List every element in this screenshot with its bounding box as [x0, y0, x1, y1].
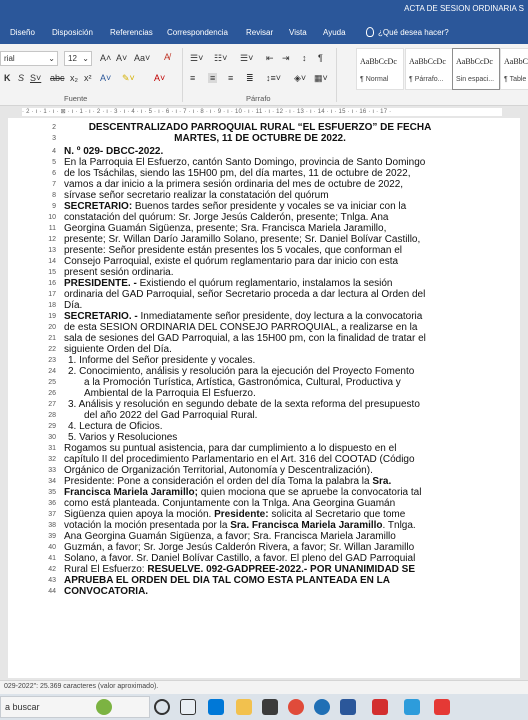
list-item: 1. Informe del Señor presidente y vocales. — [68, 355, 256, 366]
group-divider — [182, 48, 183, 102]
font-size-value: 12 — [68, 54, 77, 63]
document-line: 32 capítulo II del procedimiento Parlamentario en el Art. 316 del COOTAD (Código — [8, 454, 520, 465]
pilcrow-icon[interactable]: ¶ — [318, 53, 323, 63]
title-bar — [0, 0, 528, 20]
subscript-icon[interactable]: x₂ — [70, 73, 78, 83]
store-icon[interactable] — [262, 699, 278, 715]
line-text: quien mociona que se apruebe la convocatoria tal — [197, 487, 422, 498]
document-line: 42 Rural El Esfuerzo: RESUELVE. 092-GADPREE-2022.- POR UNANIMIDAD SE — [48, 564, 416, 575]
search-text: a buscar — [5, 702, 40, 712]
line-text: ordinaria del GAD Parroquial, señor Secretario proceda a dar lectura al Orden del — [64, 289, 426, 300]
style-table[interactable] — [500, 48, 528, 90]
document-line: 11 Georgina Guamán Sigüenza, presente; Sra. Francisca Mariela Jaramillo, — [8, 223, 520, 234]
style-sample: AaBbCcDc — [456, 57, 493, 66]
line-text: Día. — [64, 300, 83, 311]
line-text: . Tnlga. — [382, 520, 416, 531]
increase-indent-icon[interactable]: ⇥ — [282, 53, 290, 63]
bamboo-image-icon — [96, 699, 112, 715]
tab-view[interactable]: Vista — [289, 28, 307, 37]
document-line: 19 SECRETARIO. - Inmediatamente señor presidente, doy lectura a la convocatoria — [48, 311, 423, 322]
line-text: siguiente Orden del Día. — [64, 344, 172, 355]
style-name: Sin espaci... — [456, 76, 495, 83]
line-text: sírvase señor secretario realizar la constatación del quórum — [64, 190, 329, 201]
pdf-icon[interactable] — [372, 699, 388, 715]
tell-me-box[interactable] — [366, 27, 449, 37]
document-line: 6 de los Tsáchilas, siendo las 15H00 pm, del día martes, 11 de octubre de 2022, — [8, 168, 520, 179]
bold-text: RESUELVE. 092-GADPREE-2022.- POR UNANIMIDAD SE — [147, 564, 416, 575]
photos-icon[interactable] — [404, 699, 420, 715]
line-text: Consejo Parroquial, existe el quórum reglamentario para dar inicio con esta — [64, 256, 399, 267]
chevron-down-icon: ⌄ — [82, 54, 89, 63]
justify-icon[interactable]: ≣ — [246, 73, 254, 83]
tab-layout[interactable]: Disposición — [52, 28, 93, 37]
document-title: ACTA DE SESION ORDINARIA S — [404, 4, 524, 13]
font-name-value: rial — [4, 54, 15, 63]
document-line: 25 a la Promoción Turística, Artística, Gastronómica, Cultural, Productiva y — [8, 377, 520, 388]
document-line: 18 Día. — [8, 300, 520, 311]
bold-icon[interactable]: K — [4, 73, 11, 83]
document-line: 41 Solano, a favor. Sr. Daniel Bolívar Castillo, a favor. El pleno del GAD Parroquial — [8, 553, 520, 564]
document-line: 36 como está planteada. Conjuntamente con la Tnlga. Ana Georgina Guamán — [8, 498, 520, 509]
style-sample: AaBbCcDc — [360, 57, 397, 66]
highlight-icon[interactable]: ✎˅ — [122, 73, 135, 83]
multilevel-icon[interactable]: ☰˅ — [240, 53, 254, 63]
style-no-spacing[interactable] — [452, 48, 500, 90]
shading-icon[interactable]: ◈˅ — [294, 73, 307, 83]
line-text: sala de sesiones del GAD Parroquial, a las 15H00 pm, con la finalidad de tratar el — [64, 333, 426, 344]
acrobat-icon[interactable] — [434, 699, 450, 715]
line-text: vamos a dar inicio a la primera sesión ordinaria del mes de octubre de 2022, — [64, 179, 404, 190]
decrease-indent-icon[interactable]: ⇤ — [266, 53, 274, 63]
document-line: 40 Guzmán, a favor; Sr. Jorge Jesús Calderón Rivera, a favor; Sr. Willan Jaramillo — [8, 542, 520, 553]
document-line: 3 MARTES, 11 DE OCTUBRE DE 2022. — [8, 133, 520, 144]
document-line: 7 vamos a dar inicio a la primera sesión ordinaria del mes de octubre de 2022, — [8, 179, 520, 190]
speaker-label: Presidente: — [214, 509, 269, 520]
lightbulb-icon — [366, 27, 374, 37]
line-text: Sigüenza quien apoya la moción. — [64, 509, 215, 520]
line-text: como está planteada. Conjuntamente con la Tnlga. Ana Georgina Guamán — [64, 498, 396, 509]
document-line: 39 Ana Georgina Guamán Sigüenza, a favor; Sra. Francisca Mariela Jaramillo — [8, 531, 520, 542]
taskbar-search[interactable] — [0, 696, 150, 718]
document-line: 38 votación la moción presentada por la Sra. Francisca Mariela Jaramillo. Tnlga. — [48, 520, 416, 531]
list-item: 5. Varios y Resoluciones — [68, 432, 178, 443]
shrink-font-icon[interactable]: A˅ — [116, 53, 128, 63]
document-line: 33 Orgánico de Organización Territorial, Autonomía y Descentralización). — [8, 465, 520, 476]
line-text: Inmediatamente señor presidente, doy lectura a la convocatoria — [137, 311, 423, 322]
bullets-icon[interactable]: ☰˅ — [190, 53, 204, 63]
file-explorer-icon[interactable] — [236, 699, 252, 715]
line-text: constatación del quórum: Sr. Jorge Jesús Calderón, presente; Tnlga. Ana — [64, 212, 389, 223]
line-text: de esta SESIÓN ORDINARIA DEL CONSEJO PARROQUIAL, a realizarse en la — [64, 322, 418, 333]
document-line: 44 CONVOCATORIA. — [8, 586, 520, 597]
style-name: ¶ Normal — [360, 76, 389, 83]
speaker-label: SECRETARIO: — [64, 201, 133, 212]
line-text: Existiendo el quórum reglamentario, instalamos la sesión — [136, 278, 393, 289]
grow-font-icon[interactable]: A˄ — [100, 53, 112, 63]
line-text: Rogamos su puntual asistencia, para dar cumplimiento a lo dispuesto en el — [64, 443, 397, 454]
speaker-label: PRESIDENTE. - — [64, 278, 137, 289]
line-text: solicita al Secretario que tome — [268, 509, 406, 520]
line-text: votación la moción presentada por la — [64, 520, 231, 531]
document-line: 17 ordinaria del GAD Parroquial, señor Secretario proceda a dar lectura al Orden del — [8, 289, 520, 300]
document-line: 13 presente: Señor presidente están presentes los 5 vocales, que conforman el — [8, 245, 520, 256]
document-line: 27 3. Análisis y resolución en segundo debate de la sexta reforma del presupuesto — [8, 399, 520, 410]
line-text: MARTES, 11 DE OCTUBRE DE 2022. — [174, 133, 346, 144]
edge-icon[interactable] — [314, 699, 330, 715]
tab-references[interactable]: Referencias — [110, 28, 153, 37]
line-text: APRUEBA EL ORDEN DEL DÍA TAL COMO ESTA PLANTEADA EN LA — [64, 575, 390, 586]
line-text: Orgánico de Organización Territorial, Autonomía y Descentralización). — [64, 465, 373, 476]
document-line: 24 2. Conocimiento, análisis y resolución para la ejecución del Proyecto Fomento — [8, 366, 520, 377]
align-right-icon[interactable]: ≡ — [228, 73, 234, 83]
document-line: 15 present sesión ordinaria. — [8, 267, 520, 278]
align-center-icon[interactable]: ≡ — [210, 73, 216, 83]
document-line: 20 de esta SESIÓN ORDINARIA DEL CONSEJO PARROQUIAL, a realizarse en la — [8, 322, 520, 333]
style-name: ¶ Párrafo... — [409, 76, 444, 83]
chrome-icon[interactable] — [288, 699, 304, 715]
document-line: 31 Rogamos su puntual asistencia, para dar cumplimiento a lo dispuesto en el — [8, 443, 520, 454]
text-effects-icon[interactable]: A˅ — [100, 73, 112, 83]
list-item: del año 2022 del Gad Parroquial Rural. — [84, 410, 258, 421]
tab-help[interactable]: Ayuda — [323, 28, 346, 37]
font-group-label: Fuente — [64, 94, 88, 103]
document-line: 16 PRESIDENTE. - Existiendo el quórum reglamentario, instalamos la sesión — [48, 278, 393, 289]
borders-icon[interactable]: ▦˅ — [314, 73, 328, 83]
line-text: presente: Señor presidente están presentes los 5 vocales, que conforman el — [64, 245, 402, 256]
list-item: Ambiental de la Parroquia El Esfuerzo. — [84, 388, 256, 399]
bold-text: Francisca Mariela Jaramillo; — [64, 487, 198, 498]
style-sample: AaBbCcDc — [409, 57, 446, 66]
mail-icon[interactable] — [208, 699, 224, 715]
line-spacing-icon[interactable]: ↕≡˅ — [266, 73, 282, 83]
document-line: 5 En la Parroquia El Esfuerzo, cantón Santo Domingo, provincia de Santo Domingo — [8, 157, 520, 168]
font-size-box[interactable] — [64, 51, 92, 66]
line-text: Rural El Esfuerzo: — [64, 564, 148, 575]
ribbon-tabs — [0, 20, 528, 44]
document-page[interactable] — [8, 118, 520, 678]
document-line: 22 siguiente Orden del Día. — [8, 344, 520, 355]
line-text: N. º 029- DBCC-2022. — [64, 146, 164, 157]
group-divider — [336, 48, 337, 102]
document-line: 4 N. º 029- DBCC-2022. — [8, 146, 520, 157]
document-line: 9 SECRETARIO: Buenos tardes señor presidente y vocales se va iniciar con la — [52, 201, 407, 212]
tab-review[interactable]: Revisar — [246, 28, 274, 37]
line-text: Buenos tardes señor presidente y vocales se va iniciar con la — [132, 201, 407, 212]
font-color-icon[interactable]: A˅ — [154, 73, 166, 83]
align-left-icon[interactable]: ≡ — [190, 73, 196, 83]
status-bar — [0, 680, 528, 694]
line-text: presente; Sr. Willan Darío Jaramillo Solano, presente; Sr. Daniel Bolívar Castillo, — [64, 234, 421, 245]
underline-icon[interactable]: S˅ — [30, 73, 42, 83]
superscript-icon[interactable]: x² — [84, 73, 92, 83]
document-line: 2 DESCENTRALIZADO PARROQUIAL RURAL “EL ESFUERZO” DE FECHA — [8, 122, 520, 133]
document-line: 28 del año 2022 del Gad Parroquial Rural. — [8, 410, 520, 421]
list-item: 3. Análisis y resolución en segundo debate de la sexta reforma del presupuesto — [68, 399, 420, 410]
change-case-icon[interactable]: Aa˅ — [134, 53, 151, 63]
style-name: ¶ Table — [504, 76, 527, 83]
style-sample: AaBbC — [504, 57, 528, 66]
document-line: 23 1. Informe del Señor presidente y vocales. — [8, 355, 520, 366]
line-text: de los Tsáchilas, siendo las 15H00 pm, del día martes, 11 de octubre de 2022, — [64, 168, 411, 179]
style-normal[interactable] — [356, 48, 404, 90]
line-text: Presidente: Pone a consideración el orden del día Toma la palabra la — [64, 476, 373, 487]
sort-icon[interactable]: ↕ — [302, 53, 307, 63]
font-name-box[interactable] — [0, 51, 58, 66]
ribbon — [0, 44, 528, 106]
document-line: 34 Presidente: Pone a consideración el orden del día Toma la palabra la Sra. — [48, 476, 392, 487]
line-text: present sesión ordinaria. — [64, 267, 174, 278]
line-text: CONVOCATORIA. — [64, 586, 149, 597]
line-text: capítulo II del procedimiento Parlamentario en el Art. 316 del COOTAD (Código — [64, 454, 415, 465]
line-text: Ana Georgina Guamán Sigüenza, a favor; Sra. Francisca Mariela Jaramillo — [64, 531, 396, 542]
document-line: 8 sírvase señor secretario realizar la constatación del quórum — [8, 190, 520, 201]
bold-text: Sra. Francisca Mariela Jaramillo — [230, 520, 383, 531]
document-line: 14 Consejo Parroquial, existe el quórum reglamentario para dar inicio con esta — [8, 256, 520, 267]
document-line: 35 Francisca Mariela Jaramillo; quien mociona que se apruebe la convocatoria tal — [48, 487, 422, 498]
italic-icon[interactable]: S — [18, 73, 25, 83]
numbering-icon[interactable]: ☷˅ — [214, 53, 228, 63]
line-text: En la Parroquia El Esfuerzo, cantón Santo Domingo, provincia de Santo Domingo — [64, 157, 426, 168]
task-view-icon[interactable] — [180, 699, 196, 715]
document-line: 10 constatación del quórum: Sr. Jorge Jesús Calderón, presente; Tnlga. Ana — [8, 212, 520, 223]
document-line: 29 4. Lectura de Oficios. — [8, 421, 520, 432]
cortana-icon[interactable] — [154, 699, 170, 715]
speaker-label: SECRETARIO. - — [64, 311, 138, 322]
bold-text: Sra. — [372, 476, 392, 487]
chevron-down-icon: ⌄ — [48, 54, 55, 63]
document-line: 12 presente; Sr. Willan Darío Jaramillo Solano, presente; Sr. Daniel Bolívar Castillo, — [8, 234, 520, 245]
line-text: Solano, a favor. Sr. Daniel Bolívar Castillo, a favor. El pleno del GAD Parroquial — [64, 553, 416, 564]
list-item: a la Promoción Turística, Artística, Gastronómica, Cultural, Productiva y — [84, 377, 401, 388]
list-item: 4. Lectura de Oficios. — [68, 421, 163, 432]
line-text: DESCENTRALIZADO PARROQUIAL RURAL “EL ESFUERZO” DE FECHA — [88, 122, 432, 133]
document-line: 21 sala de sesiones del GAD Parroquial, a las 15H00 pm, con la finalidad de tratar el — [8, 333, 520, 344]
strikethrough-icon[interactable]: abc — [50, 73, 65, 83]
line-text: Georgina Guamán Sigüenza, presente; Sra. Francisca Mariela Jaramillo, — [64, 223, 387, 234]
style-list-paragraph[interactable] — [405, 48, 453, 90]
clear-format-icon[interactable]: A̸ — [164, 52, 171, 62]
document-line: 37 Sigüenza quien apoya la moción. Presidente: solicita al Secretario que tome — [48, 509, 406, 520]
taskbar — [0, 694, 528, 720]
horizontal-ruler[interactable] — [0, 106, 528, 118]
paragraph-group-label: Párrafo — [246, 94, 271, 103]
document-line: 30 5. Varios y Resoluciones — [8, 432, 520, 443]
line-text: Guzmán, a favor; Sr. Jorge Jesús Calderón Rivera, a favor; Sr. Willan Jaramillo — [64, 542, 415, 553]
tell-me-text: ¿Qué desea hacer? — [378, 27, 449, 37]
word-icon[interactable] — [340, 699, 356, 715]
document-line: 26 Ambiental de la Parroquia El Esfuerzo. — [8, 388, 520, 399]
ruler-scale: · 2 · ı · 1 · ı · ⊠ · ı · 1 · ı · 2 · ı · 3 · ı · 4 · ı · 5 · ı · 6 · ı · 7 · ı · 8 · ı · 9 · ı · 10 · ı · 11 · ı · 12 · ı · 13 · ı · 14 · ı · 15 · ı · 16 · ı · 17 · — [22, 108, 502, 116]
word-count-status[interactable]: 029-2022": 25.369 caracteres (valor aproximado). — [4, 683, 159, 690]
document-line: 43 APRUEBA EL ORDEN DEL DÍA TAL COMO ESTA PLANTEADA EN LA — [8, 575, 520, 586]
tab-mailings[interactable]: Correspondencia — [167, 28, 228, 37]
tab-design[interactable]: Diseño — [10, 28, 35, 37]
list-item: 2. Conocimiento, análisis y resolución para la ejecución del Proyecto Fomento — [68, 366, 415, 377]
